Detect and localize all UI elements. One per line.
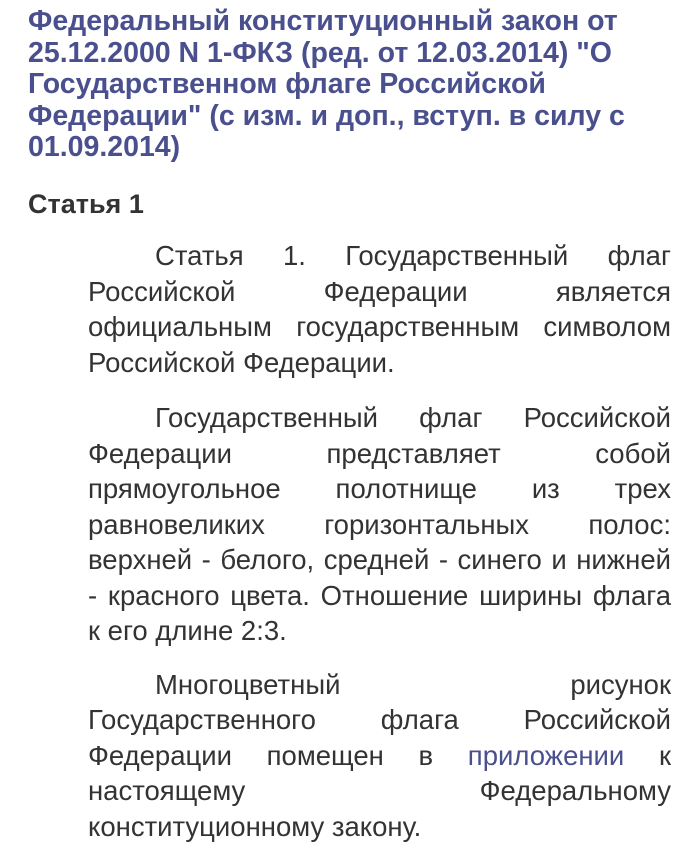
paragraph-3 <box>88 667 671 845</box>
paragraph-3-text-before-link: Многоцветный рисунок Государственного флага Российской Федерации помещен в <box>88 668 671 771</box>
appendix-link[interactable]: приложении <box>467 739 625 771</box>
article-body <box>88 238 671 861</box>
paragraph-3-text-after-link: к настоящему Федеральному конституционному закону. <box>88 739 671 842</box>
paragraph-2: Государственный флаг Российской Федерации представляет собой прямоугольное полотнище из трех равновеликих горизонтальных полос: верхней - белого, средней - синего и нижней - красного цвета. Отношение ширины флага к его длине 2:3. <box>88 402 671 646</box>
article-heading: Статья 1 <box>28 189 144 219</box>
document-title: Федеральный конституционный закон от 25.12.2000 N 1-ФКЗ (ред. от 12.03.2014) "О Государственном флаге Российской Федерации" (с изм. и доп., вступ. в силу с 01.09.2014) <box>28 5 625 163</box>
paragraph-1: Статья 1. Государственный флаг Российской Федерации является официальным государственным символом Российской Федерации. <box>88 240 671 378</box>
